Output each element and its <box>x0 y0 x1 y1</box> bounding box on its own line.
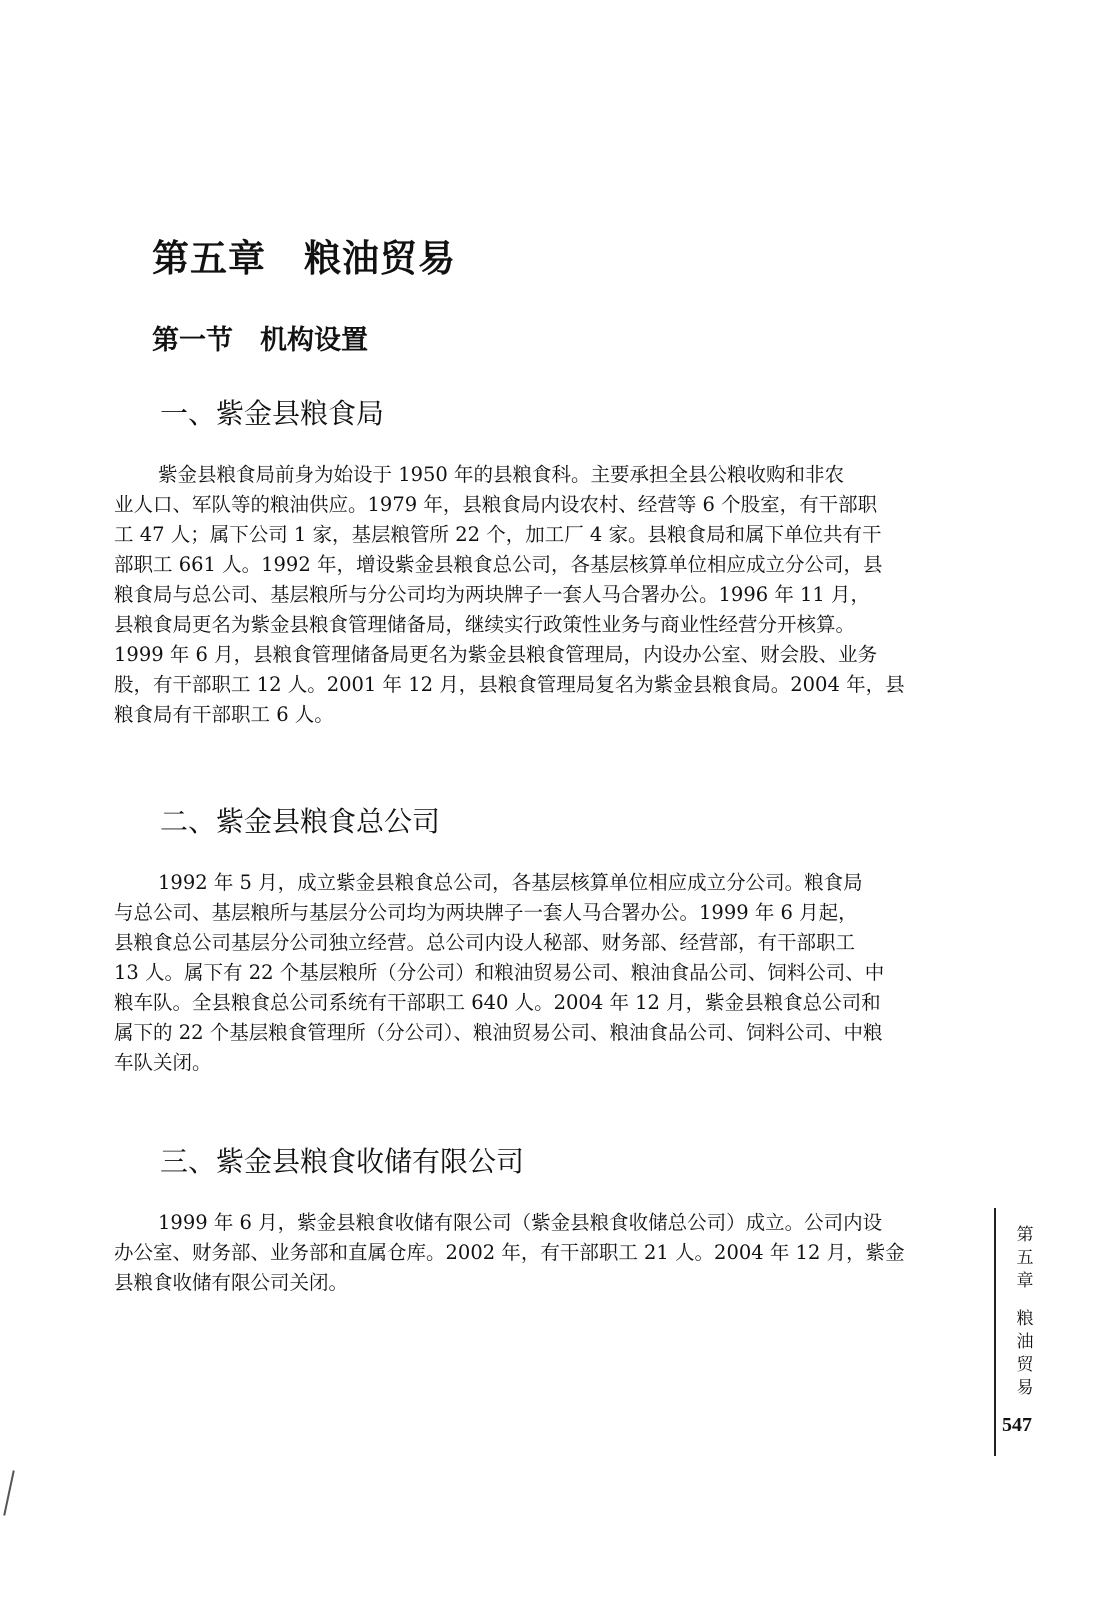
paragraph-line: 工 47 人；属下公司 1 家，基层粮管所 22 个，加工厂 4 家。县粮食局和属下单位共有干 <box>114 523 882 546</box>
subsection-title-2: 二、紫金县粮食总公司 <box>160 805 441 838</box>
sidebar-divider <box>994 1208 996 1456</box>
sidebar-char: 粮 <box>1016 1309 1034 1329</box>
paragraph-line: 股，有干部职工 12 人。2001 年 12 月，县粮食管理局复名为紫金县粮食局。2004 年，县 <box>114 673 905 696</box>
paragraph-2 <box>114 868 954 1078</box>
scan-edge-mark <box>3 1470 15 1515</box>
paragraph-line: 属下的 22 个基层粮食管理所（分公司）、粮油贸易公司、粮油食品公司、饲料公司、中粮 <box>114 1021 883 1044</box>
paragraph-line: 业人口、军队等的粮油供应。1979 年，县粮食局内设农村、经营等 6 个股室，有干部职 <box>114 493 878 516</box>
sidebar-char: 贸 <box>1016 1355 1034 1375</box>
subsection-title-1: 一、紫金县粮食局 <box>160 397 385 430</box>
paragraph-line: 粮食局与总公司、基层粮所与分公司均为两块牌子一套人马合署办公。1996 年 11 月， <box>114 583 871 606</box>
paragraph-line: 与总公司、基层粮所与基层分公司均为两块牌子一套人马合署办公。1999 年 6 月起， <box>114 901 858 924</box>
sidebar-chapter-title <box>1012 1308 1038 1400</box>
sidebar-char: 易 <box>1016 1378 1034 1398</box>
paragraph-line: 县粮食收储有限公司关闭。 <box>114 1271 349 1294</box>
paragraph-line: 县粮食局更名为紫金县粮食管理储备局，继续实行政策性业务与商业性经营分开核算。 <box>114 613 856 636</box>
paragraph-line: 车队关闭。 <box>114 1051 212 1074</box>
chapter-title: 第五章 粮油贸易 <box>152 237 456 280</box>
page-number: 547 <box>1002 1414 1032 1436</box>
paragraph-line: 1999 年 6 月，县粮食管理储备局更名为紫金县粮食管理局，内设办公室、财会股、业务 <box>114 643 878 666</box>
paragraph-line: 粮食局有干部职工 6 人。 <box>114 703 334 726</box>
sidebar-char: 五 <box>1016 1248 1034 1268</box>
sidebar-chapter-label <box>1012 1224 1038 1293</box>
paragraph-line: 紫金县粮食局前身为始设于 1950 年的县粮食科。主要承担全县公粮收购和非农 <box>158 463 845 486</box>
sidebar-char: 第 <box>1016 1225 1034 1245</box>
sidebar-char: 章 <box>1016 1271 1034 1291</box>
paragraph-1 <box>114 460 954 730</box>
sidebar-char: 油 <box>1016 1332 1034 1352</box>
paragraph-line: 13 人。属下有 22 个基层粮所（分公司）和粮油贸易公司、粮油食品公司、饲料公司、中 <box>114 961 885 984</box>
section-title: 第一节 机构设置 <box>152 325 368 356</box>
paragraph-line: 1999 年 6 月，紫金县粮食收储有限公司（紫金县粮食收储总公司）成立。公司内设 <box>158 1211 883 1234</box>
paragraph-line: 1992 年 5 月，成立紫金县粮食总公司，各基层核算单位相应成立分公司。粮食局 <box>158 871 863 894</box>
paragraph-line: 县粮食总公司基层分公司独立经营。总公司内设人秘部、财务部、经营部，有干部职工 <box>114 931 856 954</box>
subsection-title-3: 三、紫金县粮食收储有限公司 <box>160 1145 525 1178</box>
paragraph-line: 部职工 661 人。1992 年，增设紫金县粮食总公司，各基层核算单位相应成立分公司，县 <box>114 553 883 576</box>
paragraph-3 <box>114 1208 954 1298</box>
paragraph-line: 粮车队。全县粮食总公司系统有干部职工 640 人。2004 年 12 月，紫金县粮食总公司和 <box>114 991 881 1014</box>
paragraph-line: 办公室、财务部、业务部和直属仓库。2002 年，有干部职工 21 人。2004 年 12 月，紫金 <box>114 1241 905 1264</box>
